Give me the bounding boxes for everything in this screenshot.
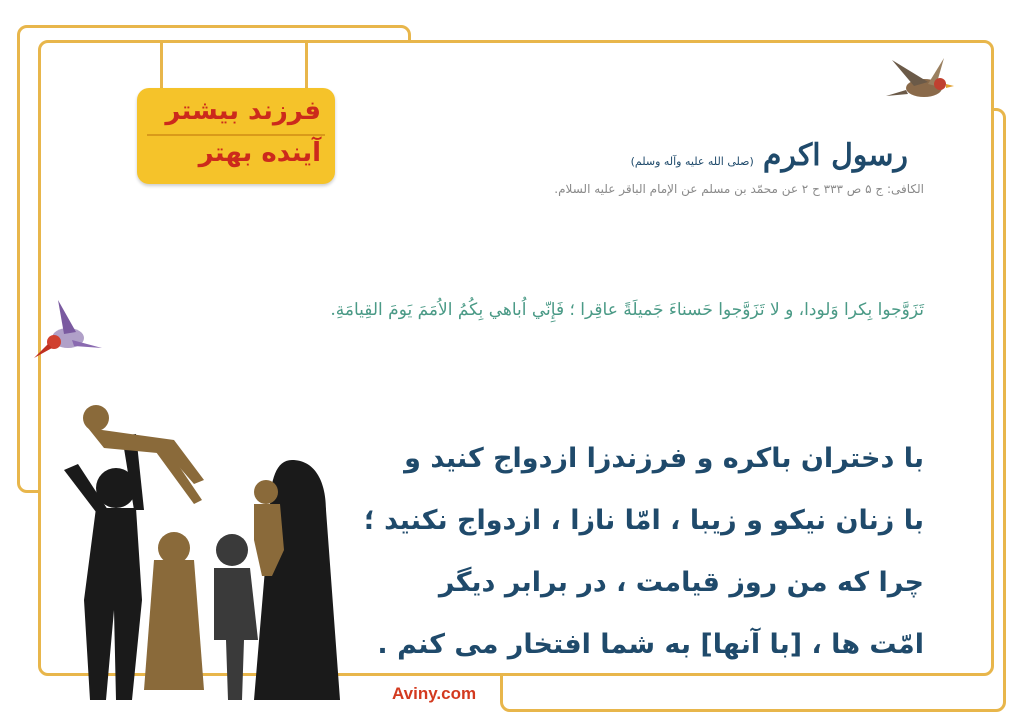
sign-cord-left xyxy=(160,42,163,90)
arabic-hadith: تَزَوَّجوا بِكرا وَلودا، و لا تَزَوَّجوا حَسناءَ جَميلَةً عاقِرا ؛ فَإِنّي اُباهي بِكُمُ الاُمَمَ يَومَ القِيامَةِ. xyxy=(330,300,924,320)
bird-icon-left xyxy=(28,298,104,368)
family-silhouette xyxy=(44,400,354,720)
bird-icon-top-right xyxy=(884,52,958,110)
translation-line: چرا که من روز قیامت ، در برابر دیگر xyxy=(438,567,924,598)
site-logo: Aviny.com xyxy=(392,684,477,703)
translation-line: امّت ها ، [با آنها] به شما افتخار می کنم . xyxy=(377,629,924,660)
persian-translation xyxy=(364,428,924,676)
hadith-source: الکافی: ج ۵ ص ۳۳۳ ح ۲ عن محمّد بن مسلم عن الإمام الباقر علیه السلام. xyxy=(554,182,924,196)
translation-line: با زنان نیکو و زیبا ، امّا نازا ، ازدواج نکنید ؛ xyxy=(363,505,924,536)
speaker-name: رسول اکرم xyxy=(762,138,908,173)
sign-divider xyxy=(147,134,325,136)
sign-cord-right xyxy=(305,42,308,90)
translation-line: با دختران باکره و فرزندزا ازدواج کنید و xyxy=(404,443,924,474)
sign-line-1: فرزند بیشتر xyxy=(165,96,321,126)
speaker-heading xyxy=(631,138,908,173)
hanging-sign xyxy=(137,88,335,184)
speaker-honorific: (صلی الله علیه وآله وسلم) xyxy=(630,155,754,168)
sign-line-2: آینده بهتر xyxy=(198,138,321,168)
